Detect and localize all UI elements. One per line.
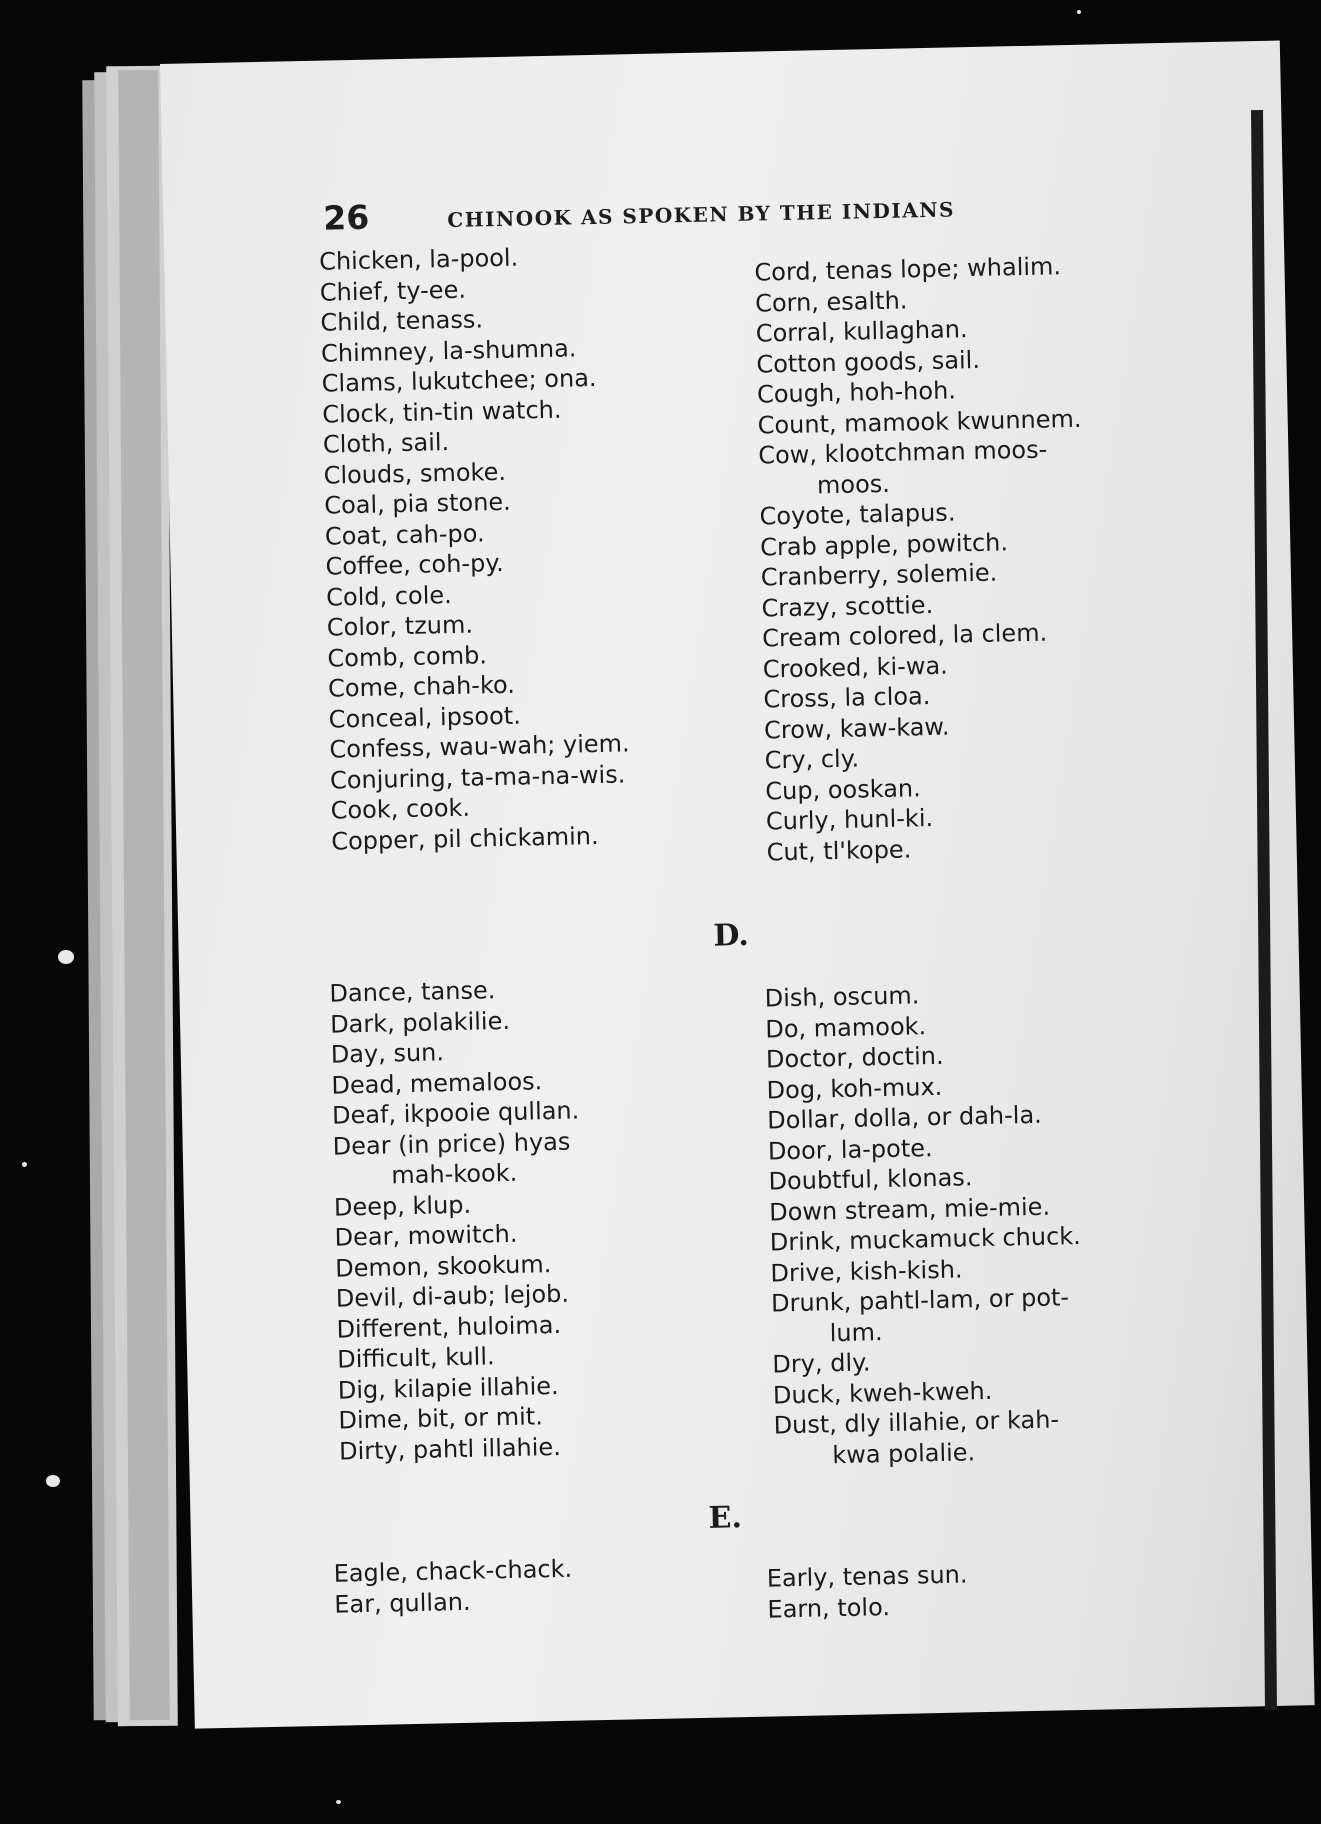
section-letter-e: E. xyxy=(708,1500,743,1536)
glossary-entry: Drunk, pahtl-lam, or pot- xyxy=(770,1283,1070,1318)
section-letter-d: D. xyxy=(713,917,750,954)
glossary-entry: Deep, klup. xyxy=(333,1190,472,1222)
running-title: CHINOOK AS SPOKEN BY THE INDIANS xyxy=(447,197,956,233)
glossary-entry: Cranberry, solemie. xyxy=(760,558,998,592)
glossary-entry: Cook, cook. xyxy=(330,793,471,825)
glossary-entry: Early, tenas sun. xyxy=(766,1560,968,1593)
book-page xyxy=(160,41,1315,1729)
glossary-entry: Dear, mowitch. xyxy=(334,1219,518,1252)
glossary-entry: Chicken, la-pool. xyxy=(318,243,519,276)
glossary-entry: Deaf, ikpooie qullan. xyxy=(331,1096,580,1130)
glossary-entry: Coat, cah-po. xyxy=(324,518,485,551)
glossary-entry: Chief, ty-ee. xyxy=(319,275,467,307)
glossary-entry: Curly, hunl-ki. xyxy=(765,803,934,836)
glossary-entry: Coal, pia stone. xyxy=(323,487,512,520)
glossary-entry: Cotton goods, sail. xyxy=(756,345,981,379)
glossary-entry: Demon, skookum. xyxy=(334,1249,552,1283)
glossary-entry: Color, tzum. xyxy=(326,610,474,642)
glossary-entry: Cloth, sail. xyxy=(322,428,450,459)
glossary-entry: Cream colored, la clem. xyxy=(761,618,1048,653)
glossary-entry: Different, huloima. xyxy=(336,1310,562,1344)
glossary-entry: Dig, kilapie illahie. xyxy=(337,1371,559,1405)
page-header xyxy=(323,183,1084,239)
glossary-entry: Doubtful, klonas. xyxy=(768,1163,973,1196)
glossary-entry: Cut, tl'kope. xyxy=(766,834,912,866)
scan-speck xyxy=(336,1800,341,1804)
glossary-entry: Door, la-pote. xyxy=(767,1133,933,1166)
glossary-entry-continuation: lum. xyxy=(829,1317,883,1347)
glossary-entry: Cross, la cloa. xyxy=(763,682,931,714)
glossary-entry: Eagle, chack-chack. xyxy=(333,1554,573,1588)
glossary-entry: Copper, pil chickamin. xyxy=(331,821,599,856)
glossary-entry: Day, sun. xyxy=(330,1038,445,1069)
glossary-entry: Corral, kullaghan. xyxy=(755,315,968,348)
glossary-entry: Cord, tenas lope; whalim. xyxy=(754,252,1062,287)
glossary-entry: Devil, di-aub; lejob. xyxy=(335,1279,570,1313)
glossary-entry: Come, chah-ko. xyxy=(327,670,516,703)
glossary-entry: Crooked, ki-wa. xyxy=(762,651,949,684)
section-d-right-column xyxy=(764,977,1085,1471)
glossary-entry: Clock, tin-tin watch. xyxy=(322,395,562,429)
section-e-right-column xyxy=(767,1559,969,1624)
section-c-left-column xyxy=(319,240,632,856)
glossary-entry: Dirty, pahtl illahie. xyxy=(338,1432,562,1466)
glossary-entry: Coyote, talapus. xyxy=(759,498,956,531)
glossary-entry: Conceal, ipsoot. xyxy=(328,701,522,734)
glossary-entry: Confess, wau-wah; yiem. xyxy=(329,729,630,764)
glossary-entry: Count, mamook kwunnem. xyxy=(757,404,1082,440)
glossary-entry: Difficult, kull. xyxy=(336,1342,495,1374)
glossary-entry: Coffee, coh-py. xyxy=(325,548,504,581)
section-c-right-column xyxy=(754,251,1091,868)
glossary-entry: Cow, klootchman moos- xyxy=(758,435,1048,470)
glossary-entry: Dead, memaloos. xyxy=(331,1066,543,1100)
glossary-entry: Earn, tolo. xyxy=(767,1592,891,1624)
glossary-entry: Dark, polakilie. xyxy=(329,1006,511,1039)
glossary-entry: Drive, kish-kish. xyxy=(770,1254,963,1287)
scan-speck xyxy=(46,1475,60,1487)
glossary-entry: Dime, bit, or mit. xyxy=(338,1402,544,1435)
glossary-entry: Ear, qullan. xyxy=(334,1587,471,1619)
glossary-entry: Child, tenass. xyxy=(320,305,484,337)
glossary-entry: Clouds, smoke. xyxy=(323,457,507,490)
glossary-entry: Conjuring, ta-ma-na-wis. xyxy=(329,759,626,795)
glossary-entry: Corn, esalth. xyxy=(754,285,908,318)
glossary-entry: Dish, oscum. xyxy=(764,981,920,1013)
glossary-entry: Clams, lukutchee; ona. xyxy=(321,363,597,398)
glossary-entry: Cry, cly. xyxy=(764,744,860,775)
scan-speck xyxy=(22,1162,27,1167)
scan-speck xyxy=(58,950,74,964)
glossary-entry: Comb, comb. xyxy=(327,640,488,673)
glossary-entry-continuation: mah-kook. xyxy=(391,1158,518,1190)
glossary-entry: Crab apple, powitch. xyxy=(759,527,1009,562)
glossary-entry: Do, mamook. xyxy=(765,1011,927,1044)
glossary-entry: Crow, kaw-kaw. xyxy=(763,712,950,744)
glossary-entry: Drink, muckamuck chuck. xyxy=(769,1221,1082,1257)
section-d-left-column xyxy=(329,973,586,1466)
section-e-left-column xyxy=(333,1554,573,1620)
scan-speck xyxy=(1077,10,1081,14)
glossary-entry: Doctor, doctin. xyxy=(765,1041,944,1074)
glossary-entry: Dear (in price) hyas xyxy=(332,1127,571,1161)
glossary-entry: Cough, hoh-hoh. xyxy=(756,376,957,409)
glossary-entry-continuation: kwa polalie. xyxy=(831,1437,976,1469)
glossary-entry: Down stream, mie-mie. xyxy=(768,1192,1051,1226)
glossary-entry: Cold, cole. xyxy=(325,580,453,612)
glossary-entry: Dog, koh-mux. xyxy=(766,1072,943,1105)
page-number: 26 xyxy=(322,197,370,238)
glossary-entry: Crazy, scottie. xyxy=(761,590,934,623)
glossary-entry: Duck, kweh-kweh. xyxy=(772,1376,993,1409)
glossary-entry: Dance, tanse. xyxy=(329,976,496,1008)
glossary-entry: Dollar, dolla, or dah-la. xyxy=(766,1100,1043,1135)
glossary-entry: Cup, ooskan. xyxy=(765,773,921,805)
glossary-entry: Dust, dly illahie, or kah- xyxy=(773,1405,1060,1440)
glossary-entry: Dry, dly. xyxy=(772,1348,871,1379)
glossary-entry: Chimney, la-shumna. xyxy=(320,333,577,368)
glossary-entry-continuation: moos. xyxy=(816,469,891,499)
